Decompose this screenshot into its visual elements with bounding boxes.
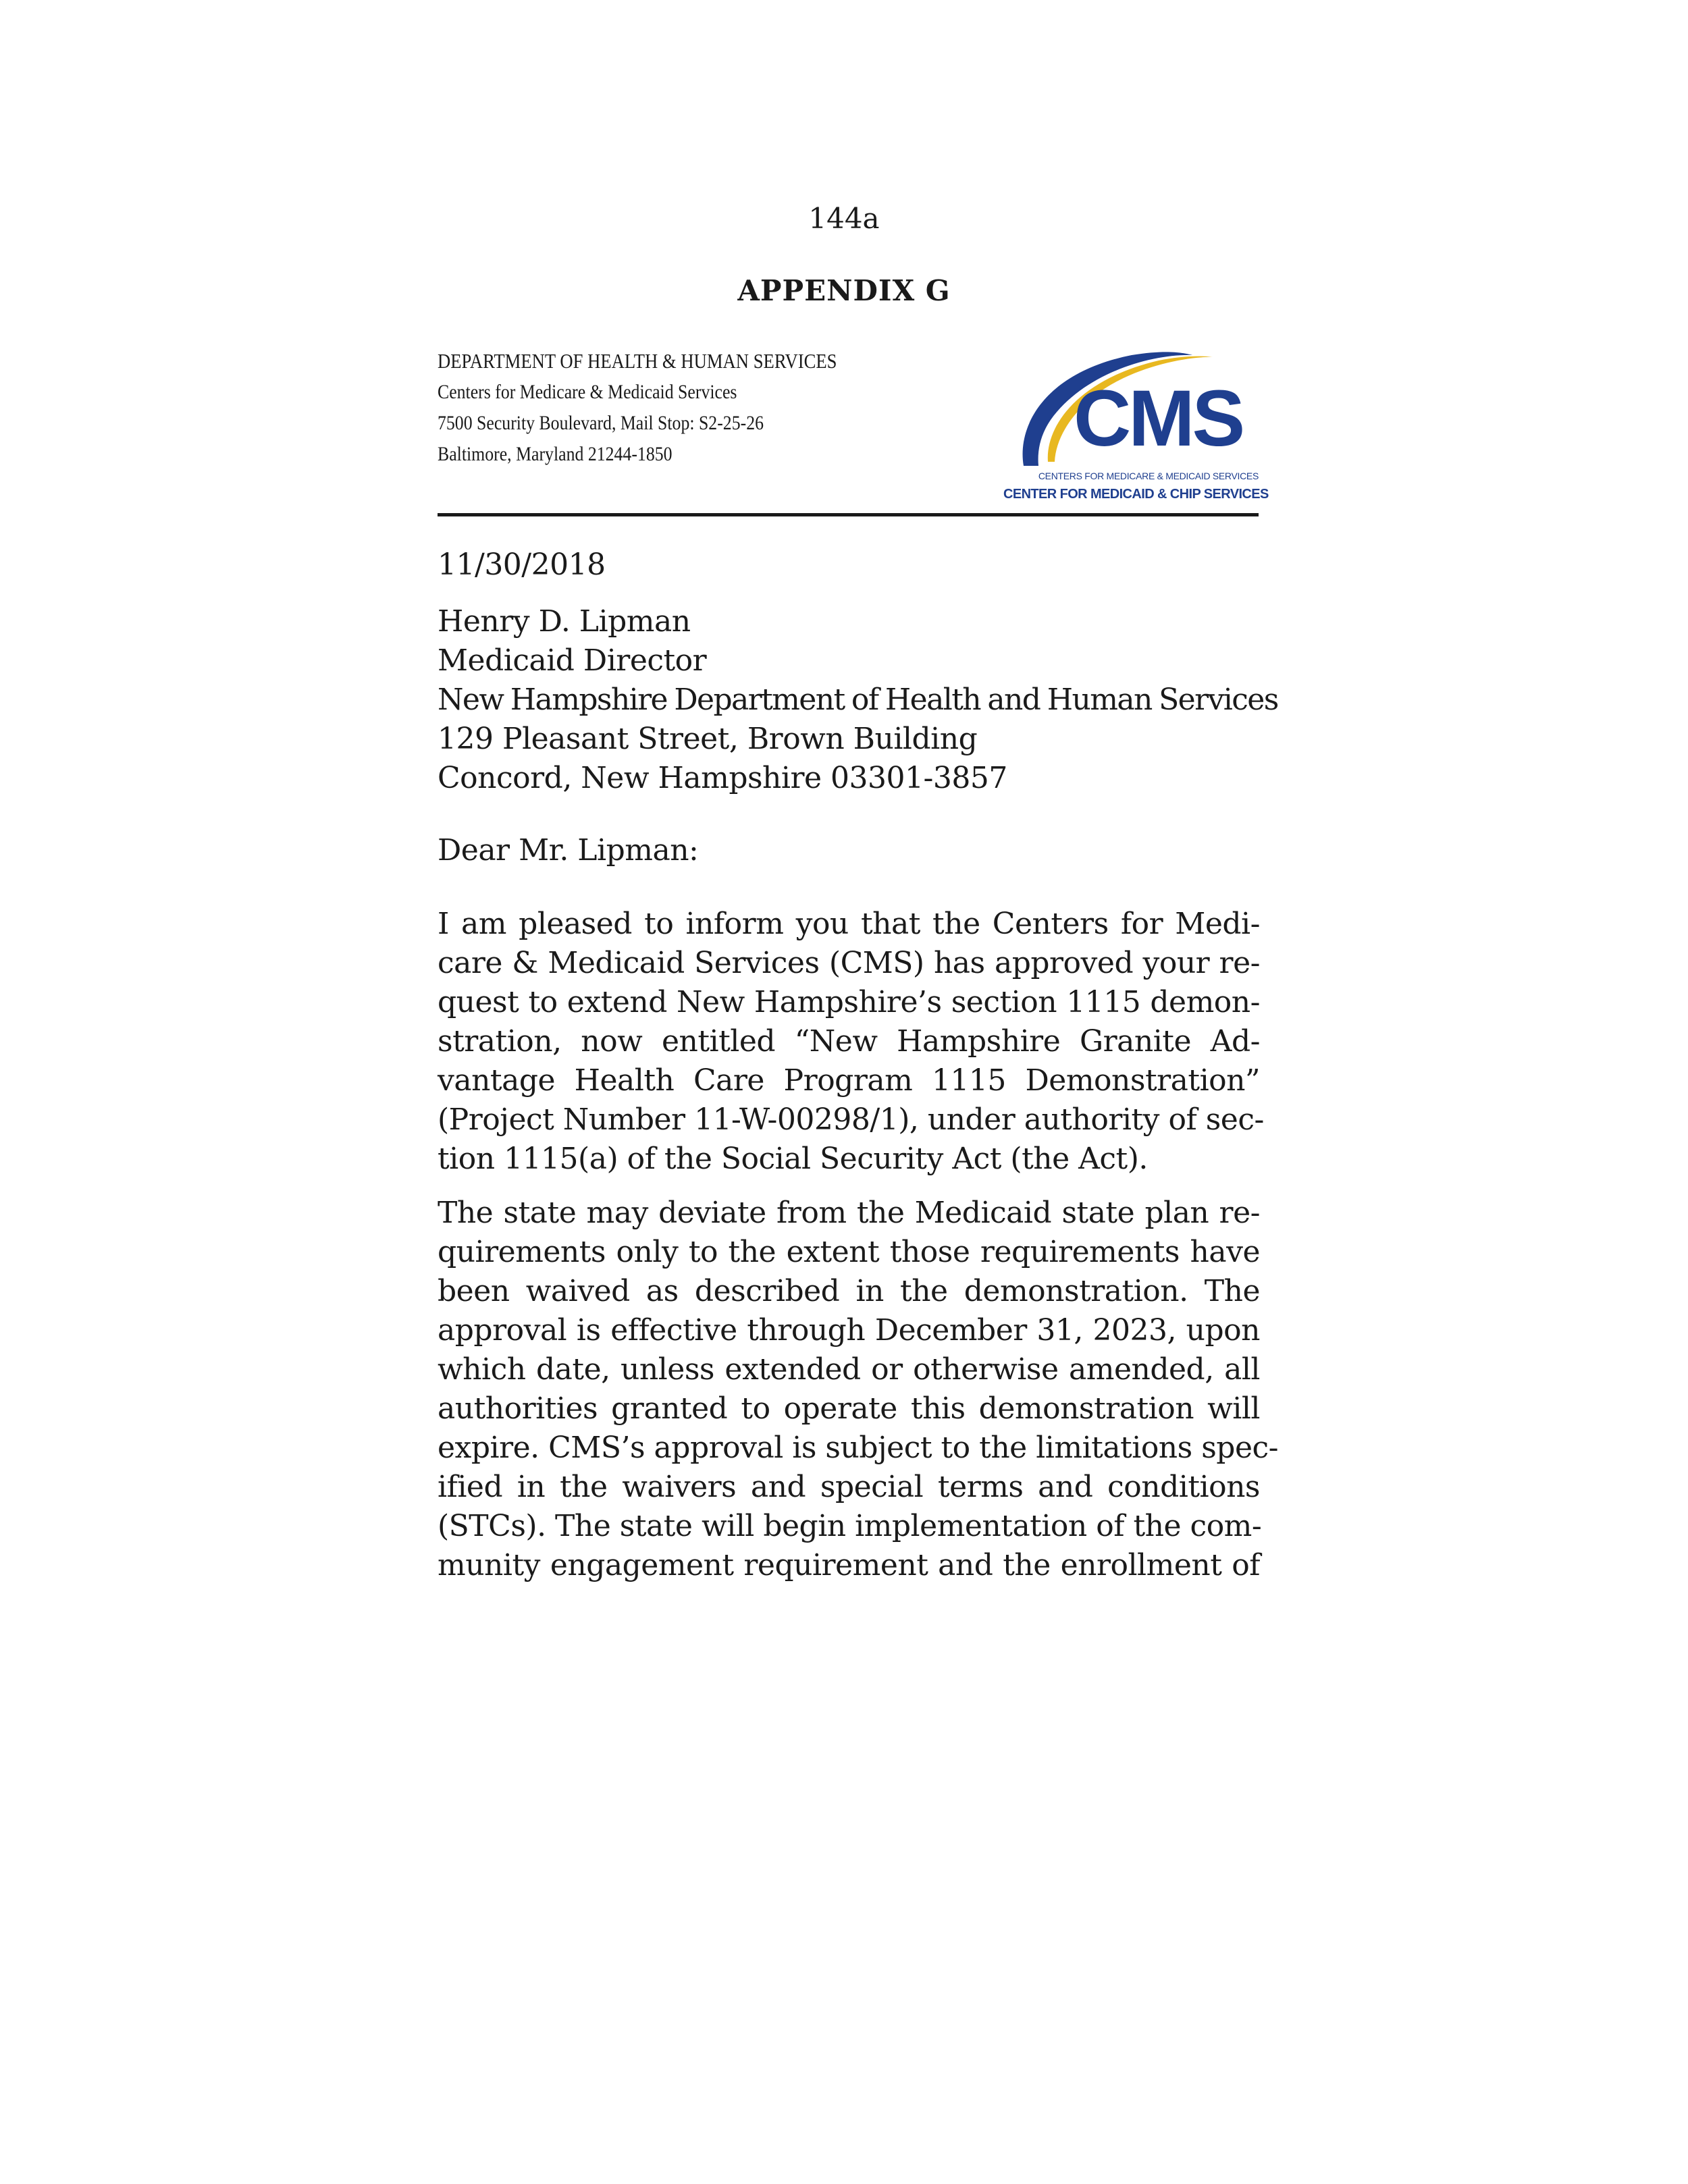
paragraph-line: which date, unless extended or otherwise amended, all [438,1352,1260,1387]
letterhead-divider [438,513,1259,516]
agency-address-block [438,346,837,470]
paragraph-line: been waived as described in the demonstration. The [438,1274,1260,1308]
appendix-title: APPENDIX G [737,274,951,307]
recipient-address [438,602,1278,798]
agency-name: Centers for Medicare & Medicaid Services [438,381,737,403]
cms-wordmark: CMS [1074,374,1243,463]
paragraph-line: (STCs). The state will begin implementation of the com- [438,1509,1262,1543]
logo-subtitle-center: CENTER FOR MEDICAID & CHIP SERVICES [1003,487,1269,502]
page-number: 144a [808,202,880,235]
paragraph-line: tion 1115(a) of the Social Security Act (the Act). [438,1142,1148,1176]
paragraph-line: quest to extend New Hampshire’s section 1115 demon- [438,985,1260,1019]
letterhead [438,346,1269,518]
paragraph-line: care & Medicaid Services (CMS) has approved your re- [438,946,1260,980]
logo-subtitle-agency: CENTERS FOR MEDICARE & MEDICAID SERVICES [1038,471,1259,481]
recipient-organization: New Hampshire Department of Health and Human Services [438,683,1278,717]
paragraph-line: stration, now entitled “New Hampshire Granite Ad- [438,1024,1260,1059]
recipient-title: Medicaid Director [438,643,707,678]
agency-city: Baltimore, Maryland 21244-1850 [438,443,672,465]
paragraph-approval [438,905,1264,1179]
paragraph-terms [438,1194,1279,1585]
paragraph-line: approval is effective through December 31, 2023, upon [438,1313,1260,1348]
salutation: Dear Mr. Lipman: [438,833,699,868]
cms-swoosh-logo-graphic [1003,346,1260,471]
letter-date: 11/30/2018 [438,548,606,582]
paragraph-line: munity engagement requirement and the enrollment of [438,1548,1260,1582]
paragraph-line: The state may deviate from the Medicaid state plan re- [438,1196,1260,1230]
cms-logo [1003,346,1269,514]
paragraph-line: ified in the waivers and special terms and conditions [438,1470,1260,1504]
paragraph-line: vantage Health Care Program 1115 Demonstration” [438,1063,1260,1098]
agency-street: 7500 Security Boulevard, Mail Stop: S2-25-26 [438,412,764,434]
recipient-name: Henry D. Lipman [438,604,691,639]
paragraph-line: (Project Number 11-W-00298/1), under authority of sec- [438,1102,1264,1137]
paragraph-line: expire. CMS’s approval is subject to the limitations spec- [438,1431,1279,1465]
recipient-city: Concord, New Hampshire 03301-3857 [438,761,1007,795]
paragraph-line: quirements only to the extent those requirements have [438,1235,1260,1269]
paragraph-line: I am pleased to inform you that the Centers for Medi- [438,907,1260,941]
recipient-street: 129 Pleasant Street, Brown Building [438,722,978,756]
department-name: DEPARTMENT OF HEALTH & HUMAN SERVICES [438,349,837,373]
paragraph-line: authorities granted to operate this demonstration will [438,1391,1260,1426]
